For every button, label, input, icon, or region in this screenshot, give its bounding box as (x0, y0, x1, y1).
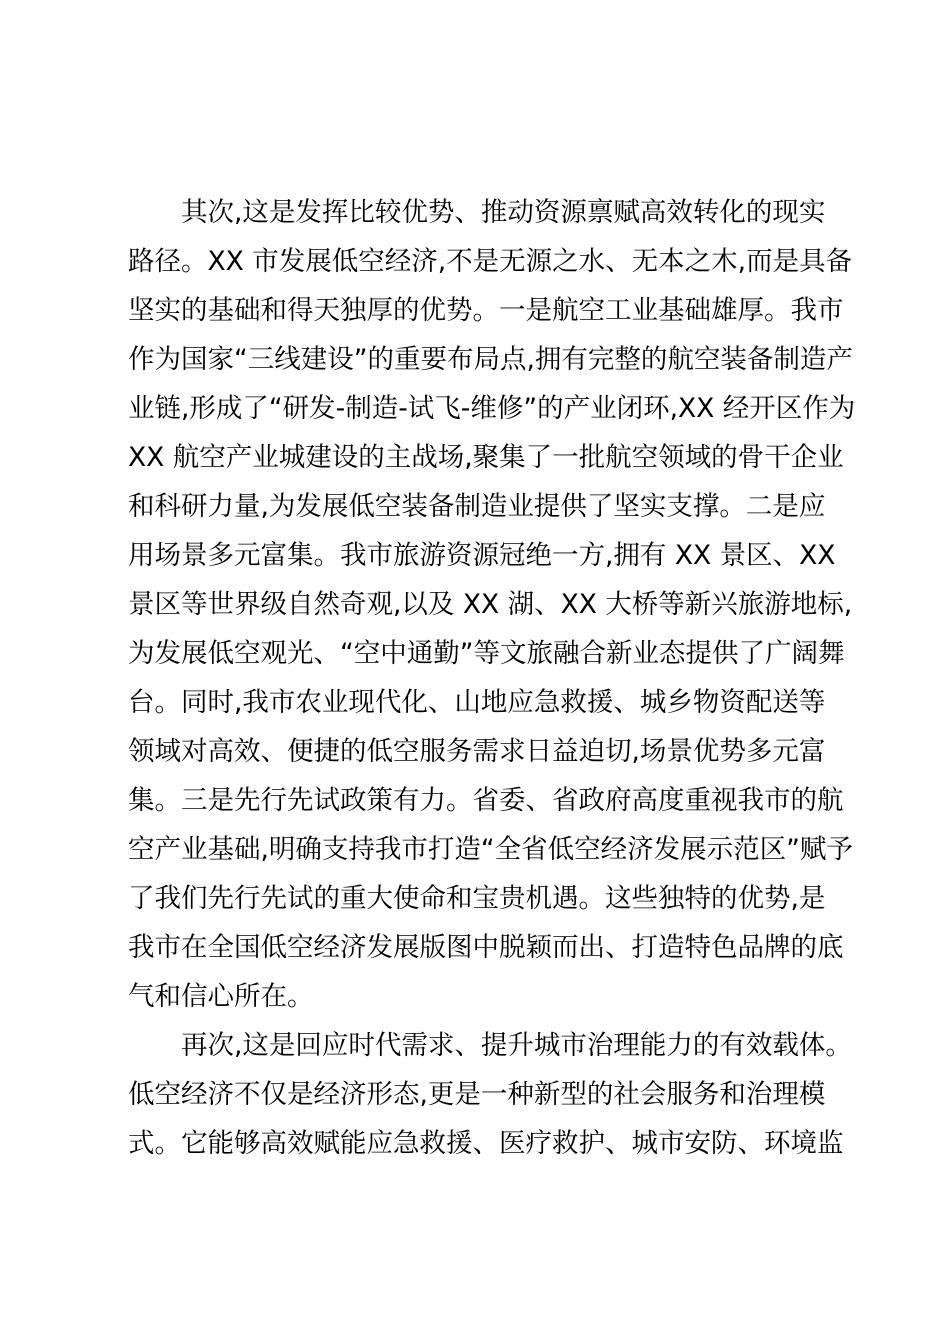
paragraph-line: 为发展低空观光、“空中通勤”等文旅融合新业态提供了广阔舞 (128, 638, 845, 669)
paragraph-line: 路径。XX 市发展低空经济,不是无源之水、无本之木,而是具备 (128, 246, 853, 277)
paragraph-line: 我市在全国低空经济发展版图中脱颖而出、打造特色品牌的底 (128, 932, 844, 963)
paragraph-line: 领域对高效、便捷的低空服务需求日益迫切,场景优势多元富 (128, 736, 826, 767)
paragraph-1 (128, 188, 856, 1021)
paragraph-line: 景区等世界级自然奇观,以及 XX 湖、XX 大桥等新兴旅游地标, (128, 589, 853, 620)
paragraph-2 (128, 1021, 852, 1168)
paragraph-line: 和科研力量,为发展低空装备制造业提供了坚实支撑。二是应 (128, 491, 826, 522)
paragraph-line: 式。它能够高效赋能应急救援、医疗救护、城市安防、环境监 (128, 1128, 844, 1159)
paragraph-line: 用场景多元富集。我市旅游资源冠绝一方,拥有 XX 景区、XX (128, 540, 836, 571)
paragraph-line: 气和信心所在。 (128, 981, 314, 1012)
paragraph-line: 其次,这是发挥比较优势、推动资源禀赋高效转化的现实 (181, 197, 826, 228)
paragraph-line: 低空经济不仅是经济形态,更是一种新型的社会服务和治理模 (128, 1079, 826, 1110)
paragraph-line: XX 航空产业城建设的主战场,聚集了一批航空领域的骨干企业 (128, 442, 844, 473)
paragraph-line: 空产业基础,明确支持我市打造“全省低空经济发展示范区”赋予 (128, 834, 853, 865)
paragraph-line: 业链,形成了“研发-制造-试飞-维修”的产业闭环,XX 经开区作为 (128, 393, 856, 424)
paragraph-line: 台。同时,我市农业现代化、山地应急救援、城乡物资配送等 (128, 687, 826, 718)
paragraph-line: 集。三是先行先试政策有力。省委、省政府高度重视我市的航 (128, 785, 844, 816)
paragraph-line: 坚实的基础和得天独厚的优势。一是航空工业基础雄厚。我市 (128, 295, 844, 326)
document-body (128, 188, 856, 1168)
paragraph-line: 再次,这是回应时代需求、提升城市治理能力的有效载体。 (181, 1030, 852, 1061)
paragraph-line: 了我们先行先试的重大使命和宝贵机遇。这些独特的优势,是 (128, 883, 826, 914)
paragraph-line: 作为国家“三线建设”的重要布局点,拥有完整的航空装备制造产 (128, 344, 853, 375)
